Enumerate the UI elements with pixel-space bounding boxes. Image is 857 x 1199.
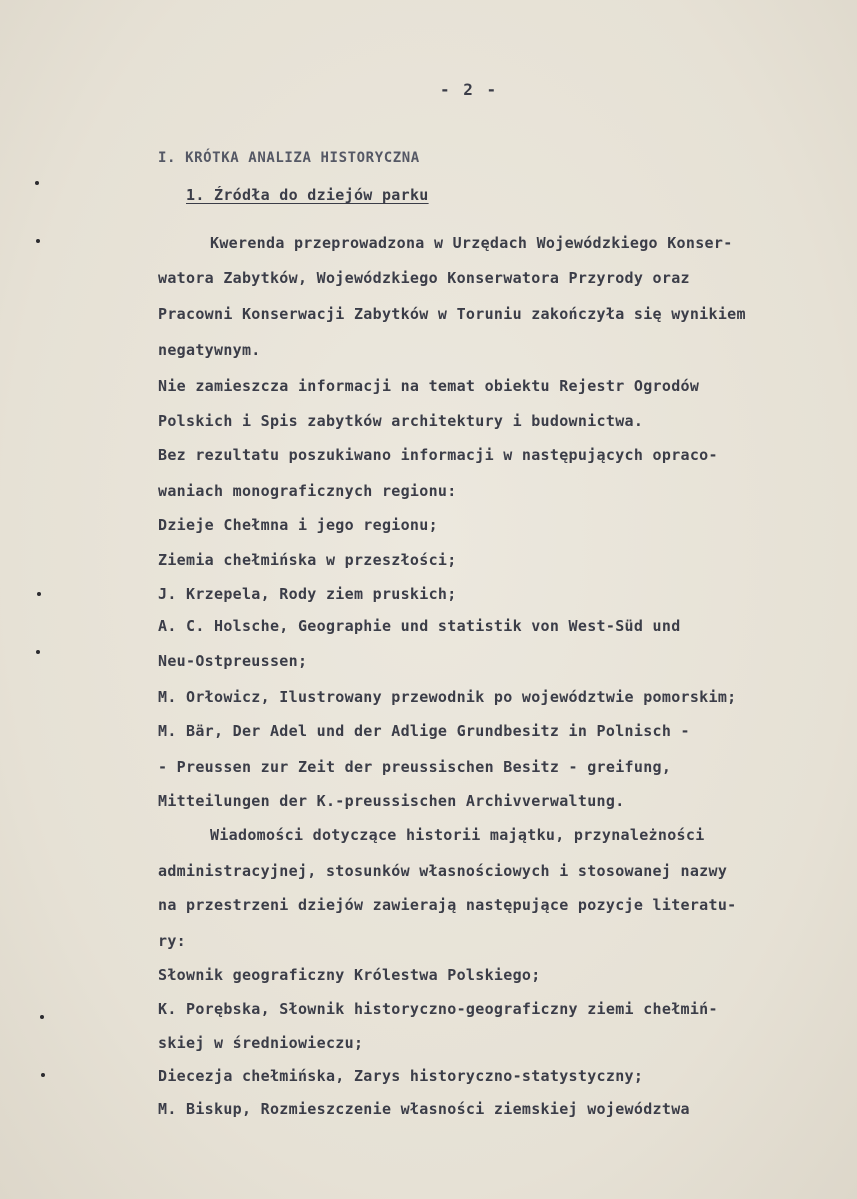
text-line: Mitteilungen der K.-preussischen Archivverwaltung. <box>158 792 625 810</box>
text-line: Neu-Ostpreussen; <box>158 652 308 670</box>
text-line: na przestrzeni dziejów zawierają następujące pozycje literatu- <box>158 896 737 914</box>
margin-mark <box>40 1015 44 1019</box>
subsection-heading: 1. Źródła do dziejów parku <box>186 186 429 204</box>
text-line: Kwerenda przeprowadzona w Urzędach Wojewódzkiego Konser- <box>210 234 733 252</box>
text-line: A. C. Holsche, Geographie und statistik von West-Süd und <box>158 617 681 635</box>
text-line: M. Bär, Der Adel und der Adlige Grundbesitz in Polnisch - <box>158 722 690 740</box>
text-line: Dzieje Chełmna i jego regionu; <box>158 516 438 534</box>
text-line: Nie zamieszcza informacji na temat obiektu Rejestr Ogrodów <box>158 377 700 395</box>
margin-mark <box>36 239 40 243</box>
text-line: - Preussen zur Zeit der preussischen Besitz - greifung, <box>158 758 672 776</box>
text-line: Ziemia chełmińska w przeszłości; <box>158 551 457 569</box>
text-line: M. Orłowicz, Ilustrowany przewodnik po województwie pomorskim; <box>158 688 737 706</box>
margin-mark <box>36 650 40 654</box>
text-line: skiej w średniowieczu; <box>158 1034 364 1052</box>
text-line: administracyjnej, stosunków własnościowych i stosowanej nazwy <box>158 862 728 880</box>
text-line: waniach monograficznych regionu: <box>158 482 457 500</box>
text-line: watora Zabytków, Wojewódzkiego Konserwatora Przyrody oraz <box>158 269 690 287</box>
page-number: - 2 - <box>440 80 499 99</box>
text-line: K. Porębska, Słownik historyczno-geograficzny ziemi chełmiń- <box>158 1000 718 1018</box>
text-line: Wiadomości dotyczące historii majątku, przynależności <box>210 826 705 844</box>
text-line: Bez rezultatu poszukiwano informacji w następujących opraco- <box>158 446 718 464</box>
section-heading: I. KRÓTKA ANALIZA HISTORYCZNA <box>158 150 420 166</box>
margin-mark <box>37 592 41 596</box>
text-line: Słownik geograficzny Królestwa Polskiego; <box>158 966 541 984</box>
text-line: Pracowni Konserwacji Zabytków w Toruniu zakończyła się wynikiem <box>158 305 746 323</box>
text-line: negatywnym. <box>158 341 261 359</box>
text-line: Diecezja chełmińska, Zarys historyczno-statystyczny; <box>158 1067 644 1085</box>
text-line: Polskich i Spis zabytków architektury i budownictwa. <box>158 412 644 430</box>
margin-mark <box>35 181 39 185</box>
text-line: ry: <box>158 932 186 950</box>
text-line: M. Biskup, Rozmieszczenie własności ziemskiej województwa <box>158 1100 690 1118</box>
text-line: J. Krzepela, Rody ziem pruskich; <box>158 585 457 603</box>
margin-mark <box>41 1073 45 1077</box>
